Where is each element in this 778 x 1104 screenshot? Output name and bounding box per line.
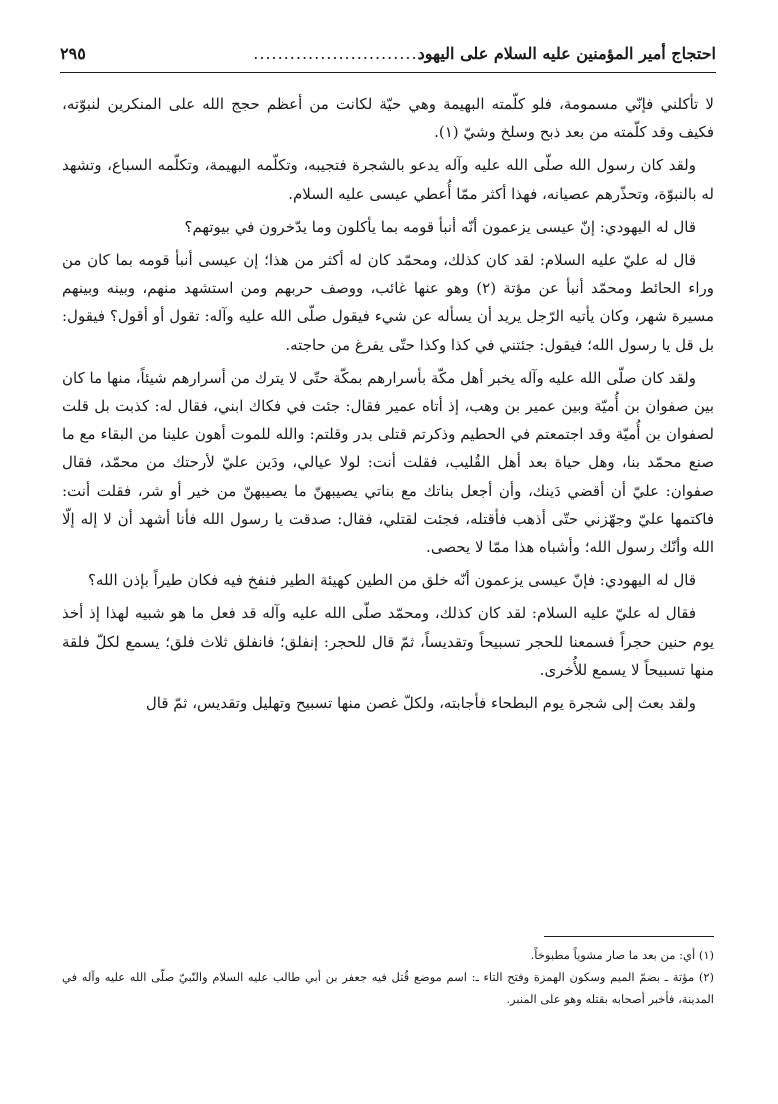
paragraph: ولقد بعث إلى شجرة يوم البطحاء فأجابته، ولكلّ غصن منها تسبيح وتهليل وتقديس، ثمّ قال [145, 694, 696, 713]
footnote: (٢) مؤتة ـ بضمّ الميم وسكون الهمزة وفتح التاء ـ: اسم موضع قُتل فيه جعفر بن أبي طالب عليه السلام والنّبيّ صلّى الله عليه وآله في المدينة، فأخبر أصحابه بقتله وهو على المنبر. [62, 970, 714, 1006]
main-text [62, 90, 714, 722]
header-title: احتجاج أمير المؤمنين عليه السلام على اليهود [417, 44, 716, 63]
paragraph: ولقد كان صلّى الله عليه وآله يخبر أهل مكّة بأسرارهم بمكّة حتّى لا يترك من أسرارهم شيئاً، منها ما كان بين صفوان بن أُميّة وبين عمير بن وهب، إذ أتاه عمير فقال: جئت في فكاك ابني، فقال له: كذبت بل قلت لصفوان بن أُميّة وقد اجتمعتم في الحطيم وذكرتم قتلى بدر وقلتم: والله للموت أهون علينا من البقاء مع ما صنع محمّد بنا، وهل حياة بعد أهل القُليب، فقلت أنت: لولا عيالي، ودَين عليّ لأرحتك من محمّد، فقال صفوان: عليّ أن أقضي دَينك، وأن أجعل بناتك مع بناتي يصيبهنّ ما يصيبهنّ من خير أو شر، فقلت أنت: فاكتمها عليّ وجهّزني حتّى أذهب فأقتله، فجئت لقتلي، فقال: صدقت يا رسول الله فأنا أشهد أن لا إله إلّا الله وأنّك رسول الله؛ وأشباه هذا ممّا لا يحصى. [62, 368, 714, 557]
paragraph: قال له عليّ عليه السلام: لقد كان كذلك، ومحمّد كان له أكثر من هذا؛ إن عيسى أنبأ قومه بما كان من وراء الحائط ومحمّد أنبأ عن مؤتة (٢) وهو عنها غائب، ووصف حربهم ومن استشهد منهم، وبينه وبينهم مسيرة شهر، وكان يأتيه الرّجل يريد أن يسأله عن شيء فيقول صلّى الله عليه وآله: تقول أو أقول؟ فيقول: بل قل يا رسول الله؛ فيقول: جئتني في كذا وكذا حتّى يفرغ من حاجته. [62, 251, 714, 354]
page-number: ٢٩٥ [60, 44, 86, 63]
footnote: (١) أي: من بعد ما صار مشوياً مطبوخاً. [530, 948, 714, 962]
header-title-group [253, 44, 716, 63]
header-divider [60, 72, 716, 73]
paragraph: قال له اليهودي: إنّ عيسى يزعمون أنّه أنبأ قومه بما يأكلون وما يدّخرون في بيوتهم؟ [184, 217, 696, 236]
footnotes [62, 944, 714, 1010]
header-leader-dots: ........................... [253, 44, 418, 63]
paragraph: فقال له عليّ عليه السلام: لقد كان كذلك، ومحمّد صلّى الله عليه وآله قد فعل ما هو شبيه لهذا إذ أخذ يوم حنين حجراً فسمعنا للحجر تسبيحاً وتقديساً، ثمّ قال للحجر: إنفلق؛ فانفلق ثلاث فلق؛ يسمع لكلّ فلقة منها تسبيحاً لا يسمع للأُخرى. [62, 604, 714, 679]
footnote-divider [544, 936, 714, 937]
paragraph: لا تأكلني فإنّي مسمومة، فلو كلّمته البهيمة وهي حيّة لكانت من أعظم حجج الله على المنكرين لنبوّته، فكيف وقد كلّمته من بعد ذبح وسلخ وشيّ (١). [62, 95, 714, 142]
running-header [60, 44, 716, 68]
paragraph: قال له اليهودي: فإنّ عيسى يزعمون أنّه خلق من الطين كهيئة الطير فنفخ فيه فكان طيراً بإذن الله؟ [87, 571, 696, 590]
paragraph: ولقد كان رسول الله صلّى الله عليه وآله يدعو بالشجرة فتجيبه، وتكلّمه البهيمة، وتكلّمه السباع، وتشهد له بالنبوّة، وتحذّرهم عصيانه، فهذا أكثر ممّا أُعطي عيسى عليه السلام. [62, 156, 714, 203]
